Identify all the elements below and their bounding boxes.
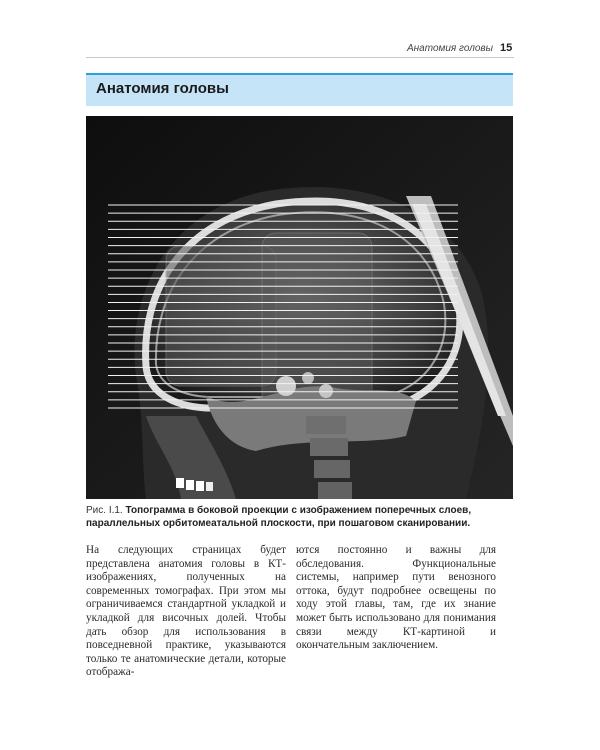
ct-topogram-figure — [86, 116, 513, 499]
section-title: Анатомия головы — [96, 80, 229, 97]
running-head: Анатомия головы — [407, 43, 493, 54]
body-paragraph-left: На следующих страницах будет представлена анатомия головы в КТ-изображениях, полученных на современных томографах. При этом мы ограничиваемся стандартной укладкой и укладкой для височных долей. Чтобы дать обзор для использования в повседневной практике, указываются только те анатомические детали, которые отобража- — [86, 544, 286, 679]
page-number: 15 — [500, 42, 513, 54]
figure-caption — [86, 504, 514, 530]
body-column-right — [296, 544, 496, 653]
body-paragraph-right: ются постоянно и важны для обследования. Функциональные системы, например пути венозного оттока, будут подробнее освещены по ходу этой главы, там, где их знание может быть использовано для понимания связи между КТ-картиной и окончательным заключением. — [296, 544, 496, 652]
section-banner — [86, 73, 513, 106]
ct-topogram-image — [86, 116, 513, 499]
header-rule — [86, 57, 514, 58]
figure-caption-label: Рис. I.1. — [86, 505, 123, 516]
body-column-left — [86, 544, 286, 680]
figure-caption-text: Топограмма в боковой проекции с изображением поперечных слоев, параллельных орбитомеатальной плоскости, при пошаговом сканировании. — [86, 505, 472, 529]
